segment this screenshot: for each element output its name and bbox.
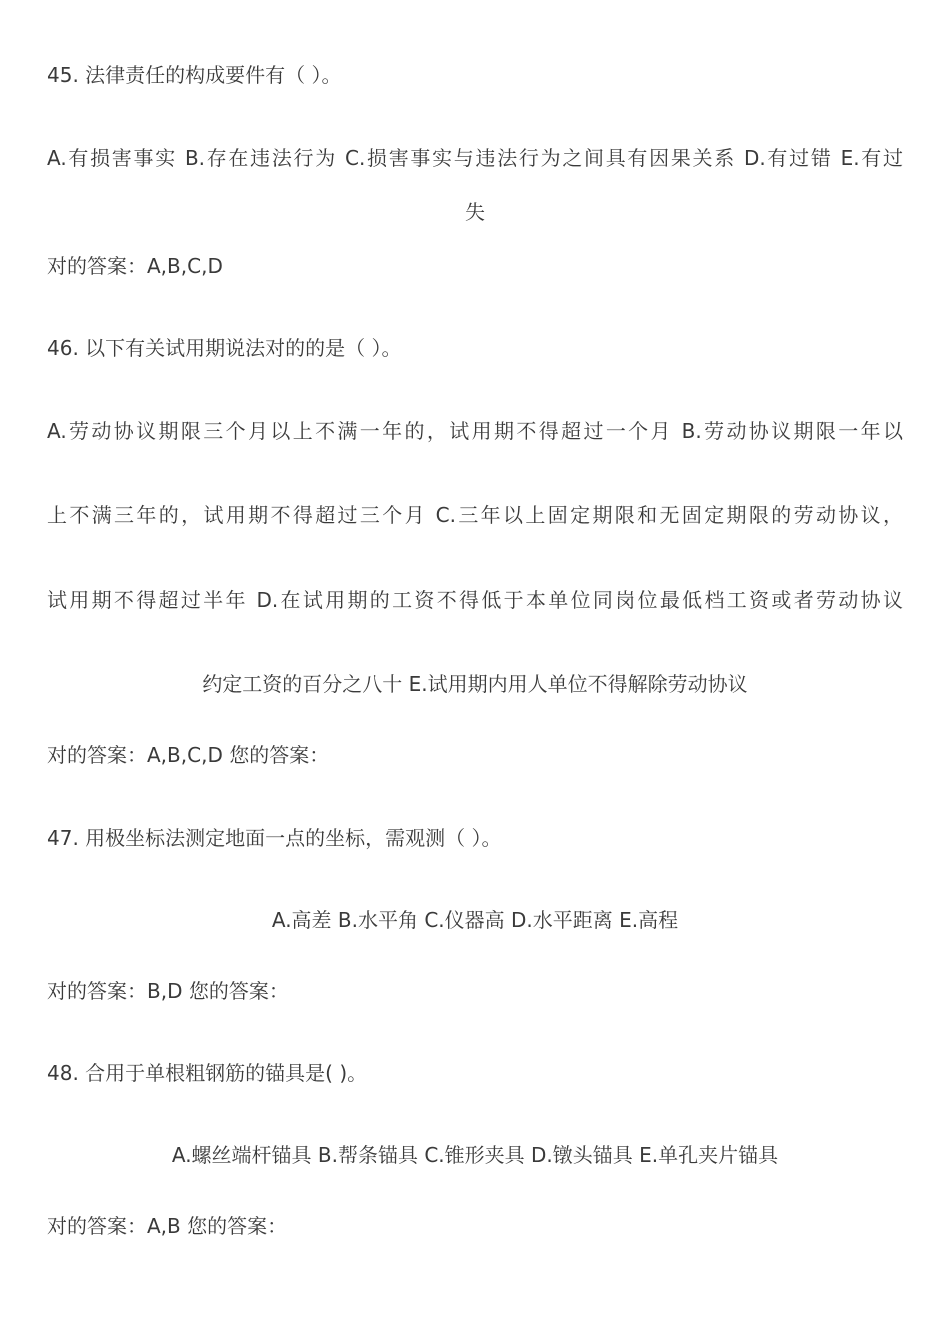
question-47-answer: 对的答案：B,D 您的答案： (47, 979, 289, 1003)
question-46-text: 46. 以下有关试用期说法对的的是（ ）。 (47, 336, 402, 360)
question-46-options-line-2: 上不满三年的，试用期不得超过三个月 C.三年以上固定期限和无固定期限的劳动协议， (47, 503, 903, 527)
question-48-answer: 对的答案：A,B 您的答案： (47, 1214, 288, 1238)
question-45-options-line-1: A.有损害事实 B.存在违法行为 C.损害事实与违法行为之间具有因果关系 D.有过错 E.有过 (47, 146, 903, 170)
question-46-answer: 对的答案：A,B,C,D 您的答案： (47, 743, 330, 767)
question-48-text: 48. 合用于单根粗钢筋的锚具是( )。 (47, 1061, 368, 1085)
question-46-options-line-3: 试用期不得超过半年 D.在试用期的工资不得低于本单位同岗位最低档工资或者劳动协议 (47, 588, 903, 612)
question-45-answer: 对的答案：A,B,C,D (47, 254, 223, 278)
question-47-text: 47. 用极坐标法测定地面一点的坐标，需观测（ ）。 (47, 826, 502, 850)
question-48-options-line-1: A.螺丝端杆锚具 B.帮条锚具 C.锥形夹具 D.镦头锚具 E.单孔夹片锚具 (171, 1143, 779, 1167)
question-46-options-line-1: A.劳动协议期限三个月以上不满一年的，试用期不得超过一个月 B.劳动协议期限一年以 (47, 419, 903, 443)
question-45-text: 45. 法律责任的构成要件有（ ）。 (47, 63, 342, 87)
question-45-options-line-2: 失 (465, 200, 485, 224)
question-46-options-line-4: 约定工资的百分之八十 E.试用期内用人单位不得解除劳动协议 (202, 672, 748, 696)
question-47-options-line-1: A.高差 B.水平角 C.仪器高 D.水平距离 E.高程 (271, 908, 679, 932)
